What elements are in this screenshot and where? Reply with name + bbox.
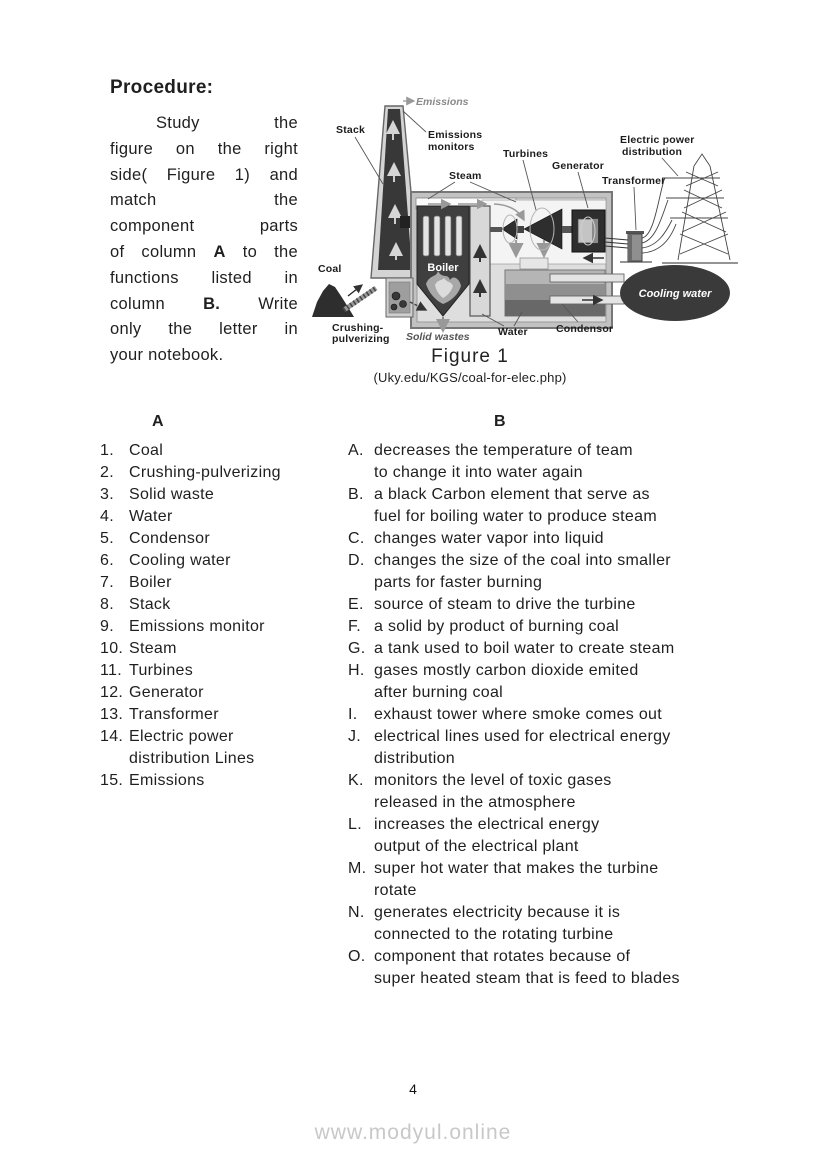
item-letter: G.: [348, 640, 366, 657]
line-text: of column: [110, 242, 214, 261]
line-text: Write: [220, 294, 298, 313]
paragraph-line: [110, 214, 298, 240]
list-item: [100, 572, 345, 594]
line-text: figure on the right: [110, 139, 298, 158]
list-item: [348, 814, 758, 858]
item-label: Solid waste: [129, 486, 215, 503]
list-item: [100, 550, 345, 572]
cooling-water-label: Cooling water: [638, 288, 712, 300]
power-plant-svg: [310, 88, 740, 350]
power-lines: [642, 180, 676, 253]
item-text: exhaust tower where smoke comes out: [374, 706, 662, 723]
item-letter: O.: [348, 948, 366, 965]
paragraph-line: [110, 137, 298, 163]
water-duct: [470, 206, 490, 316]
figure-caption-title: Figure 1: [431, 346, 509, 367]
boiler-label: Boiler: [427, 262, 459, 274]
paragraph-line: [110, 240, 298, 266]
line-text: Study the: [156, 114, 298, 132]
item-text: monitors the level of toxic gases released in the atmosphere: [374, 772, 612, 811]
list-item: [100, 528, 345, 550]
item-text: changes the size of the coal into smaller parts for faster burning: [374, 552, 671, 591]
list-item: [348, 902, 758, 946]
figure-1-diagram: [310, 88, 740, 350]
item-label: Coal: [129, 442, 164, 459]
list-item: [348, 770, 758, 814]
line-text: column: [110, 294, 204, 313]
item-label: Crushing-pulverizing: [129, 464, 281, 481]
turbines-label: Turbines: [503, 148, 549, 160]
item-text: changes water vapor into liquid: [374, 530, 604, 547]
paragraph-line: [110, 163, 298, 189]
electric-power-label: Electric power: [620, 134, 695, 146]
item-text: component that rotates because of super heated steam that is feed to blades: [374, 948, 680, 987]
item-number: 14.: [100, 728, 124, 745]
item-letter: A.: [348, 442, 364, 459]
line-text: functions listed in: [110, 268, 298, 287]
list-item: [348, 660, 758, 704]
item-text: a black Carbon element that serve as fuel for boiling water to produce steam: [374, 486, 657, 525]
bold-column-ref: A: [213, 242, 226, 261]
item-label: Transformer: [129, 706, 219, 723]
list-item: [348, 946, 758, 990]
item-letter: L.: [348, 816, 362, 833]
list-item: [100, 638, 345, 660]
item-number: 15.: [100, 772, 124, 789]
column-a-header: A: [152, 413, 164, 430]
column-b-header: B: [494, 413, 506, 430]
steam-label: Steam: [449, 170, 482, 182]
crushing-label: Crushing-: [332, 322, 384, 334]
item-number: 13.: [100, 706, 124, 723]
column-b: [348, 411, 758, 990]
emissions-monitors-label: Emissions: [428, 129, 483, 141]
water-label: Water: [498, 326, 528, 338]
list-item: [100, 440, 345, 462]
line-text: to the: [225, 242, 298, 261]
list-item: [348, 704, 758, 726]
item-letter: C.: [348, 530, 365, 547]
item-letter: M.: [348, 860, 367, 877]
paragraph-line: [110, 266, 298, 292]
list-item: [100, 594, 345, 616]
list-item: [100, 506, 345, 528]
list-item: [100, 660, 345, 682]
condensor-label: Condensor: [556, 323, 614, 335]
item-label: Generator: [129, 684, 204, 701]
list-item: [100, 462, 345, 484]
item-number: 5.: [100, 530, 114, 547]
list-item: [100, 726, 345, 770]
item-label: Emissions: [129, 772, 205, 789]
line-text: your notebook.: [110, 346, 224, 365]
list-item: [348, 726, 758, 770]
list-item: [100, 616, 345, 638]
emissions-label: Emissions: [416, 96, 469, 108]
item-text: increases the electrical energy output of the electrical plant: [374, 816, 600, 855]
item-number: 10.: [100, 640, 124, 657]
list-item: [100, 770, 345, 792]
list-item: [348, 528, 758, 550]
list-item: [348, 638, 758, 660]
item-number: 12.: [100, 684, 124, 701]
item-number: 8.: [100, 596, 114, 613]
item-number: 6.: [100, 552, 114, 569]
item-label: Water: [129, 508, 173, 525]
item-letter: I.: [348, 706, 358, 723]
item-number: 7.: [100, 574, 114, 591]
item-label: Stack: [129, 596, 171, 613]
item-letter: N.: [348, 904, 365, 921]
item-letter: D.: [348, 552, 365, 569]
cooling-water-pond: [620, 265, 730, 321]
emissions-monitors-label-2: monitors: [428, 141, 475, 153]
line-text: component parts: [110, 217, 298, 236]
generator-unit: [572, 210, 605, 252]
list-item: [348, 484, 758, 528]
figure-caption: [330, 346, 610, 385]
bold-column-ref: B.: [203, 294, 221, 313]
list-item: [348, 440, 758, 484]
figure-caption-source: (Uky.edu/KGS/coal-for-elec.php): [373, 370, 567, 385]
item-label: Emissions monitor: [129, 618, 265, 635]
item-text: source of steam to drive the turbine: [374, 596, 636, 613]
item-text: a tank used to boil water to create steam: [374, 640, 675, 657]
item-label: Boiler: [129, 574, 172, 591]
paragraph-line: [110, 111, 298, 137]
list-item: [348, 616, 758, 638]
item-number: 9.: [100, 618, 114, 635]
item-letter: E.: [348, 596, 364, 613]
procedure-paragraph: [110, 111, 298, 369]
page-number: 4: [409, 1081, 417, 1097]
item-number: 2.: [100, 464, 114, 481]
generator-label: Generator: [552, 160, 604, 172]
list-item: [100, 682, 345, 704]
coal-label: Coal: [318, 263, 342, 275]
list-item: [348, 594, 758, 616]
line-text: side( Figure 1) and: [110, 165, 298, 184]
list-item: [100, 704, 345, 726]
paragraph-line: [110, 292, 298, 318]
item-label: Condensor: [129, 530, 210, 547]
electric-power-label-2: distribution: [622, 146, 683, 158]
item-text: a solid by product of burning coal: [374, 618, 620, 635]
item-letter: J.: [348, 728, 362, 745]
item-text: super hot water that makes the turbine rotate: [374, 860, 659, 899]
stack-label: Stack: [336, 124, 366, 136]
list-item: [348, 550, 758, 594]
item-label: Cooling water: [129, 552, 231, 569]
item-number: 11.: [100, 662, 122, 679]
item-number: 3.: [100, 486, 114, 503]
item-text: electrical lines used for electrical energy distribution: [374, 728, 671, 767]
item-letter: H.: [348, 662, 365, 679]
item-label: Steam: [129, 640, 177, 657]
item-letter: F.: [348, 618, 362, 635]
list-item: [348, 858, 758, 902]
item-letter: K.: [348, 772, 364, 789]
paragraph-line: [110, 317, 298, 343]
item-text: gases mostly carbon dioxide emited after burning coal: [374, 662, 639, 701]
item-number: 1.: [100, 442, 114, 459]
line-text: only the letter in: [110, 320, 298, 339]
item-label: Turbines: [129, 662, 194, 679]
paragraph-line: [110, 188, 298, 214]
item-text: decreases the temperature of team to change it into water again: [374, 442, 633, 481]
watermark: www.modyul.online: [314, 1121, 512, 1144]
column-a: [100, 411, 345, 792]
paragraph-line: [110, 343, 298, 369]
procedure-heading: Procedure:: [110, 77, 214, 98]
item-letter: B.: [348, 486, 364, 503]
solid-wastes-label: Solid wastes: [406, 331, 470, 343]
item-number: 4.: [100, 508, 114, 525]
coal-pile: [312, 284, 376, 317]
transformer-label: Transformer: [602, 175, 666, 187]
line-text: match the: [110, 191, 298, 210]
list-item: [100, 484, 345, 506]
item-text: generates electricity because it is connected to the rotating turbine: [374, 904, 621, 943]
item-label: Electric power distribution Lines: [129, 728, 255, 767]
crushing-label-2: pulverizing: [332, 333, 390, 345]
